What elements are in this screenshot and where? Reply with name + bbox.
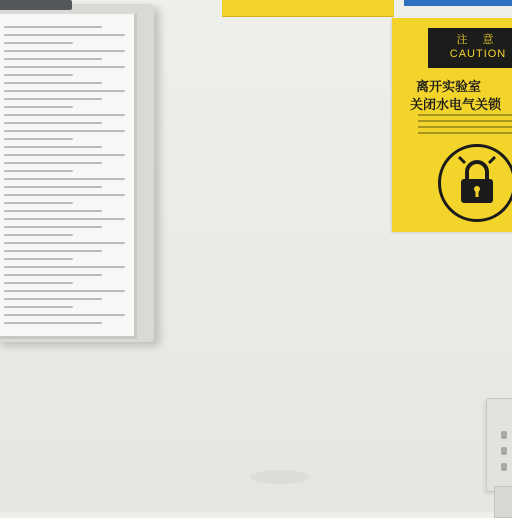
caution-header <box>428 28 512 68</box>
document-paper <box>0 14 137 339</box>
wall-switch <box>486 398 512 492</box>
document-frame <box>0 4 154 342</box>
caution-text-line2: 关闭水电气关锁 <box>410 97 502 112</box>
switch-base <box>494 486 512 518</box>
caution-text-line1: 离开实验室 <box>416 79 482 94</box>
document-text-lines <box>4 26 130 330</box>
wall-smudge <box>250 470 310 484</box>
caution-small-print <box>418 114 512 138</box>
caution-sign <box>392 18 512 232</box>
caution-header-en: CAUTION <box>449 48 507 60</box>
clip-bar <box>0 0 72 10</box>
padlock-icon <box>438 144 512 222</box>
blue-bar <box>404 0 512 6</box>
top-yellow-sign <box>222 0 394 17</box>
caution-header-zh: 注 意 <box>456 34 500 46</box>
